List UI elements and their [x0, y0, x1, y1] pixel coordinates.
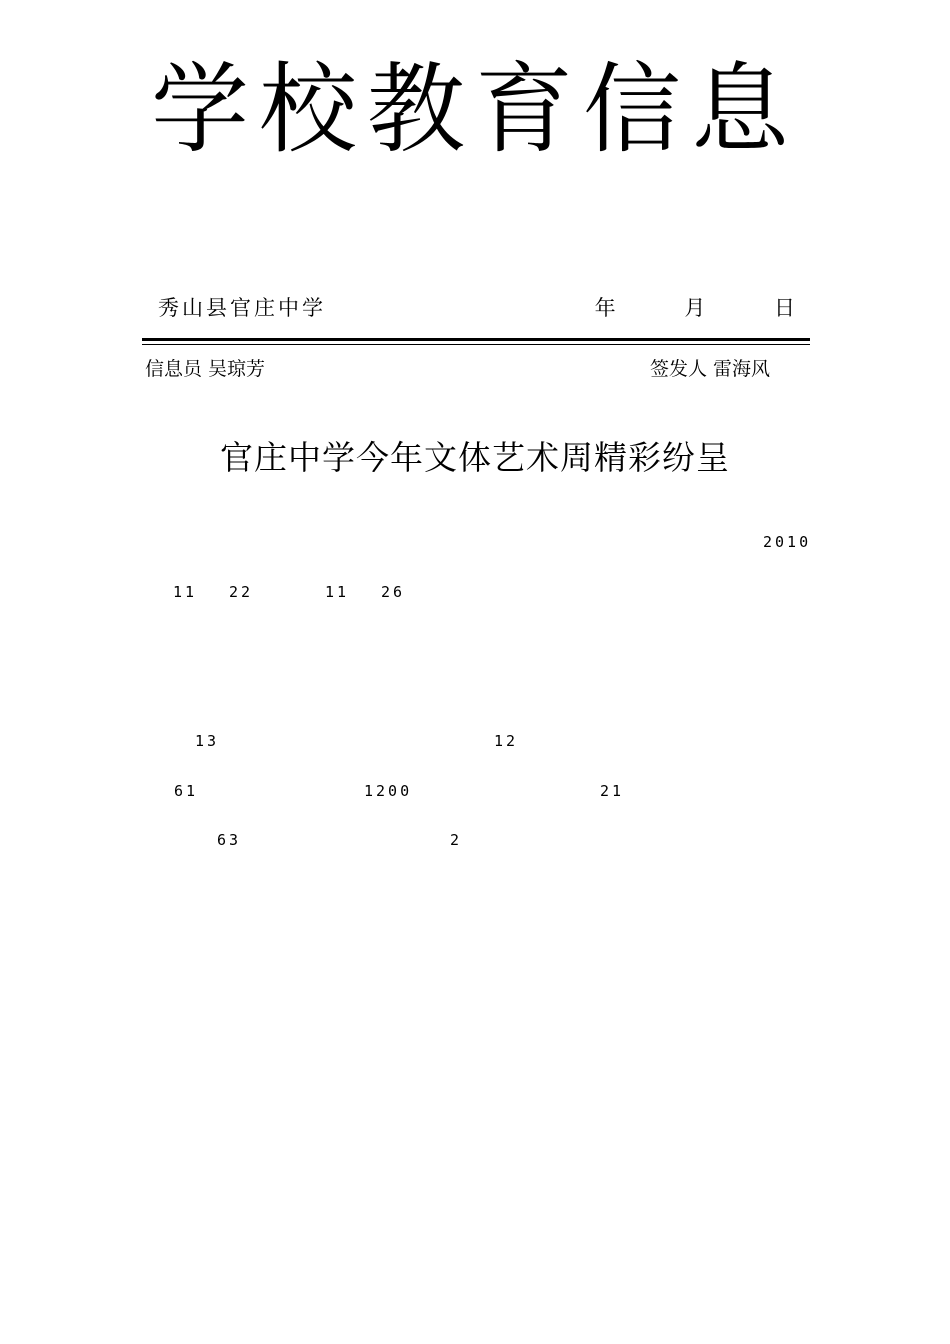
issue-header — [158, 292, 798, 324]
date-month: 月 — [684, 296, 709, 320]
article-title: 官庄中学今年文体艺术周精彩纷呈 — [220, 438, 730, 477]
masthead-title: 学校教育信息 — [150, 53, 799, 167]
date-year: 年 — [594, 296, 619, 320]
body-number: 2 — [450, 831, 463, 849]
staff-row — [145, 354, 770, 382]
header-divider-thin — [142, 344, 810, 345]
date-day: 日 — [774, 296, 798, 320]
info-officer: 信息员 吴琼芳 — [145, 358, 266, 380]
issuer: 签发人 雷海风 — [649, 358, 770, 380]
body-number: 1200 — [364, 782, 413, 800]
issue-date — [565, 292, 798, 322]
body-number: 61 — [174, 782, 199, 800]
body-number: 12 — [494, 732, 519, 750]
body-number: 11 — [325, 583, 350, 601]
school-name: 秀山县官庄中学 — [158, 296, 326, 320]
body-number: 22 — [229, 583, 254, 601]
body-number: 26 — [381, 583, 406, 601]
body-number: 2010 — [763, 533, 812, 551]
header-divider-thick — [142, 338, 810, 341]
body-number: 13 — [195, 732, 220, 750]
body-number: 11 — [173, 583, 198, 601]
body-number: 21 — [600, 782, 625, 800]
body-number: 63 — [217, 831, 242, 849]
